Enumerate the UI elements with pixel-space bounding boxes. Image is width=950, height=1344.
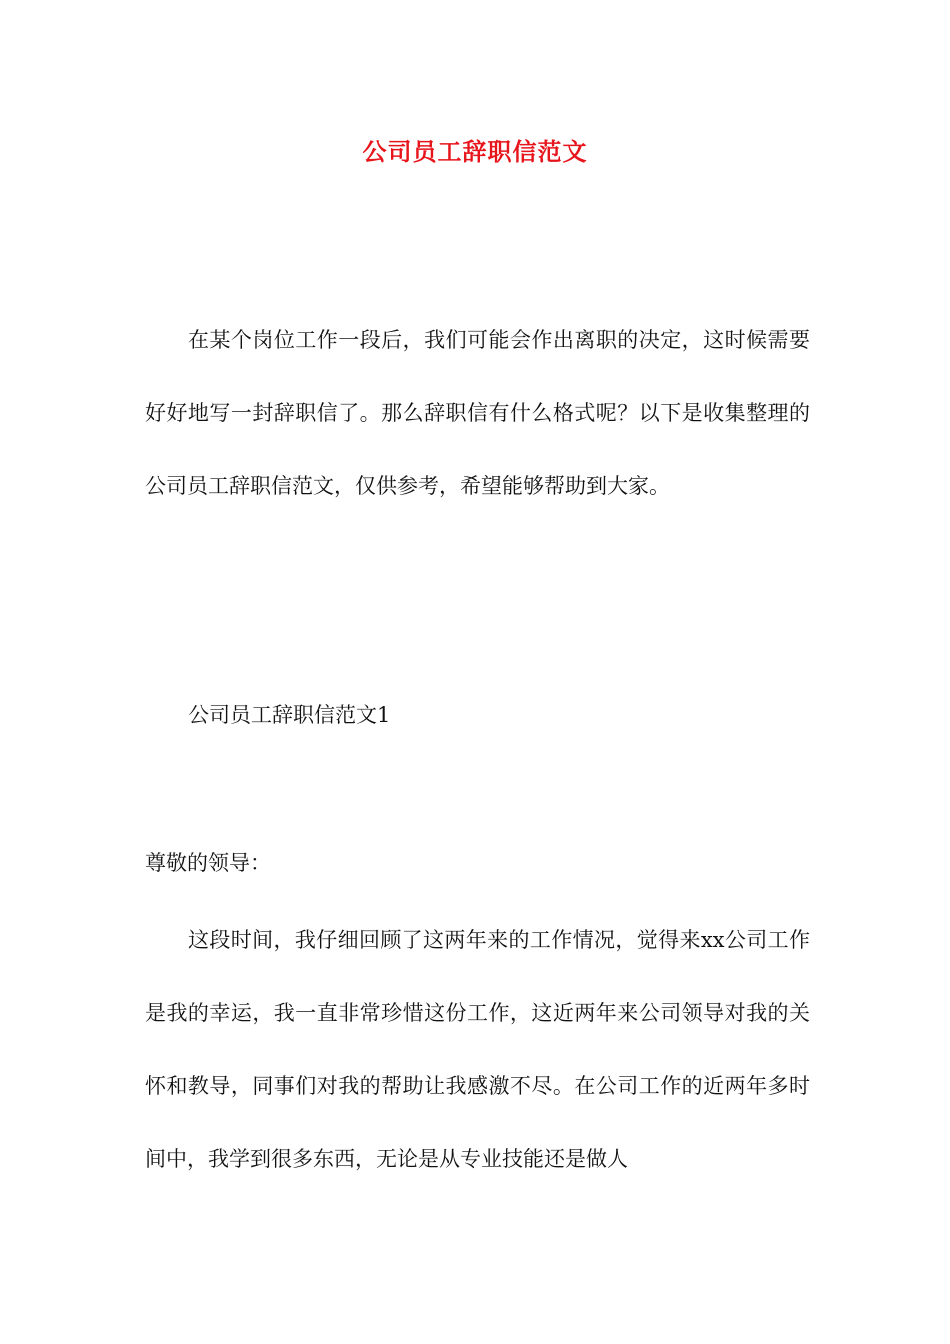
sample-heading: 公司员工辞职信范文1 xyxy=(188,703,391,727)
intro-paragraph: 在某个岗位工作一段后，我们可能会作出离职的决定，这时候需要好好地写一封辞职信了。那么辞职信有什么格式呢？以下是收集整理的公司员工辞职信范文，仅供参考，希望能够帮助到大家。 xyxy=(145,328,810,498)
letter-paragraph: 这段时间，我仔细回顾了这两年来的工作情况，觉得来xx公司工作是我的幸运，我一直非常珍惜这份工作，这近两年来公司领导对我的关怀和教导，同事们对我的帮助让我感激不尽。在公司工作的近两年多时间中，我学到很多东西，无论是从专业技能还是做人 xyxy=(145,928,810,1171)
letter-salutation: 尊敬的领导： xyxy=(145,851,271,875)
document-title: 公司员工辞职信范文 xyxy=(362,137,588,166)
